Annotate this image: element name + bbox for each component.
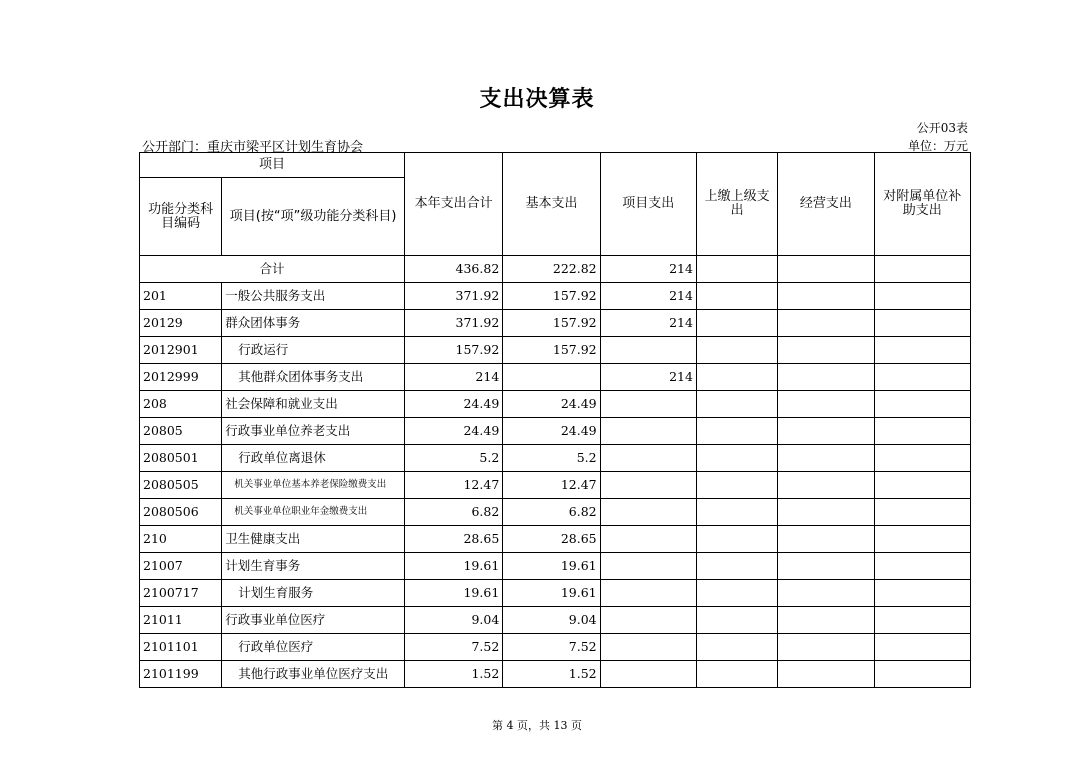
basic-cell: 6.82 [503,499,600,526]
table-row [140,364,971,391]
business-cell [778,634,874,661]
subsidiary-cell [874,607,970,634]
total-cell: 5.2 [404,445,502,472]
table-row [140,310,971,337]
upper-cell [696,418,777,445]
business-cell [778,499,874,526]
project-cell [600,526,696,553]
basic-cell: 5.2 [503,445,600,472]
name-cell: 行政事业单位养老支出 [222,418,405,445]
code-cell: 208 [140,391,222,418]
business-cell [778,580,874,607]
business-cell [778,364,874,391]
table-row [140,580,971,607]
upper-cell [696,310,777,337]
project-cell [600,634,696,661]
project-cell [600,445,696,472]
form-number: 公开03表 [916,121,968,135]
code-cell: 201 [140,283,222,310]
code-cell: 2012901 [140,337,222,364]
code-cell: 2100717 [140,580,222,607]
basic-cell: 19.61 [503,580,600,607]
header-name: 项目(按“项”级功能分类科目) [222,178,405,256]
basic-cell: 28.65 [503,526,600,553]
total-cell: 24.49 [404,391,502,418]
table-row [140,283,971,310]
name-cell: 其他行政事业单位医疗支出 [222,661,405,688]
total-cell: 214 [404,364,502,391]
business-cell [778,445,874,472]
header-basic: 基本支出 [503,153,600,256]
subsidiary-cell [874,661,970,688]
basic-cell: 157.92 [503,283,600,310]
upper-cell [696,580,777,607]
total-cell-basic: 222.82 [503,256,600,283]
table-row [140,445,971,472]
business-cell [778,418,874,445]
basic-cell: 1.52 [503,661,600,688]
name-cell: 群众团体事务 [222,310,405,337]
upper-cell [696,634,777,661]
total-cell-business [778,256,874,283]
name-cell: 卫生健康支出 [222,526,405,553]
total-cell-total: 436.82 [404,256,502,283]
code-cell: 2080505 [140,472,222,499]
total-cell: 1.52 [404,661,502,688]
table-row [140,634,971,661]
basic-cell: 12.47 [503,472,600,499]
name-cell: 机关事业单位职业年金缴费支出 [222,499,405,526]
subsidiary-cell [874,634,970,661]
basic-cell: 157.92 [503,337,600,364]
basic-cell: 9.04 [503,607,600,634]
total-cell: 157.92 [404,337,502,364]
subsidiary-cell [874,553,970,580]
upper-cell [696,553,777,580]
total-cell: 9.04 [404,607,502,634]
business-cell [778,553,874,580]
department-label: 公开部门：重庆市梁平区计划生育协会 [142,140,364,155]
header-total: 本年支出合计 [404,153,502,256]
business-cell [778,607,874,634]
project-cell [600,499,696,526]
project-cell [600,553,696,580]
page-title: 支出决算表 [479,87,595,112]
total-cell-subsidiary [874,256,970,283]
subsidiary-cell [874,526,970,553]
project-cell [600,391,696,418]
basic-cell: 24.49 [503,418,600,445]
subsidiary-cell [874,283,970,310]
business-cell [778,310,874,337]
page-footer: 第 4 页，共 13 页 [492,719,582,732]
table-row [140,526,971,553]
name-cell: 行政单位医疗 [222,634,405,661]
basic-cell [503,364,600,391]
subsidiary-cell [874,364,970,391]
table-row [140,499,971,526]
total-cell: 12.47 [404,472,502,499]
code-cell: 2080506 [140,499,222,526]
upper-cell [696,391,777,418]
code-cell: 21011 [140,607,222,634]
table-row [140,553,971,580]
project-cell [600,418,696,445]
total-cell: 28.65 [404,526,502,553]
upper-cell [696,337,777,364]
code-cell: 2101101 [140,634,222,661]
name-cell: 行政单位离退休 [222,445,405,472]
header-upper: 上缴上级支出 [696,153,777,256]
basic-cell: 19.61 [503,553,600,580]
name-cell: 行政事业单位医疗 [222,607,405,634]
upper-cell [696,472,777,499]
basic-cell: 7.52 [503,634,600,661]
total-cell: 19.61 [404,580,502,607]
subsidiary-cell [874,418,970,445]
project-cell [600,580,696,607]
upper-cell [696,283,777,310]
name-cell: 计划生育事务 [222,553,405,580]
total-cell: 371.92 [404,283,502,310]
code-cell: 210 [140,526,222,553]
project-cell [600,472,696,499]
subsidiary-cell [874,580,970,607]
header-code: 功能分类科目编码 [140,178,222,256]
project-cell: 214 [600,364,696,391]
project-cell: 214 [600,283,696,310]
business-cell [778,391,874,418]
code-cell: 20805 [140,418,222,445]
total-cell: 371.92 [404,310,502,337]
header-subsidiary: 对附属单位补助支出 [874,153,970,256]
subsidiary-cell [874,472,970,499]
table-row [140,661,971,688]
total-cell: 7.52 [404,634,502,661]
code-cell: 2012999 [140,364,222,391]
upper-cell [696,364,777,391]
total-cell: 19.61 [404,553,502,580]
table-row [140,418,971,445]
subsidiary-cell [874,337,970,364]
code-cell: 2080501 [140,445,222,472]
code-cell: 20129 [140,310,222,337]
total-cell-project: 214 [600,256,696,283]
name-cell: 计划生育服务 [222,580,405,607]
project-cell [600,607,696,634]
name-cell: 社会保障和就业支出 [222,391,405,418]
total-cell: 24.49 [404,418,502,445]
project-cell [600,337,696,364]
subsidiary-cell [874,499,970,526]
name-cell: 一般公共服务支出 [222,283,405,310]
total-label: 合计 [140,256,405,283]
business-cell [778,661,874,688]
total-cell-upper [696,256,777,283]
business-cell [778,472,874,499]
basic-cell: 24.49 [503,391,600,418]
subsidiary-cell [874,310,970,337]
business-cell [778,283,874,310]
upper-cell [696,526,777,553]
business-cell [778,526,874,553]
table-row [140,607,971,634]
expenditure-table [139,152,971,688]
project-cell: 214 [600,310,696,337]
subsidiary-cell [874,391,970,418]
name-cell: 其他群众团体事务支出 [222,364,405,391]
unit-label: 单位：万元 [907,139,968,153]
basic-cell: 157.92 [503,310,600,337]
table-row [140,472,971,499]
table-row [140,337,971,364]
code-cell: 21007 [140,553,222,580]
upper-cell [696,499,777,526]
table-row [140,391,971,418]
header-item-group: 项目 [140,153,405,178]
project-cell [600,661,696,688]
upper-cell [696,661,777,688]
business-cell [778,337,874,364]
upper-cell [696,445,777,472]
code-cell: 2101199 [140,661,222,688]
header-project: 项目支出 [600,153,696,256]
name-cell: 行政运行 [222,337,405,364]
upper-cell [696,607,777,634]
header-business: 经营支出 [778,153,874,256]
subsidiary-cell [874,445,970,472]
name-cell: 机关事业单位基本养老保险缴费支出 [222,472,405,499]
total-cell: 6.82 [404,499,502,526]
total-row [140,256,971,283]
